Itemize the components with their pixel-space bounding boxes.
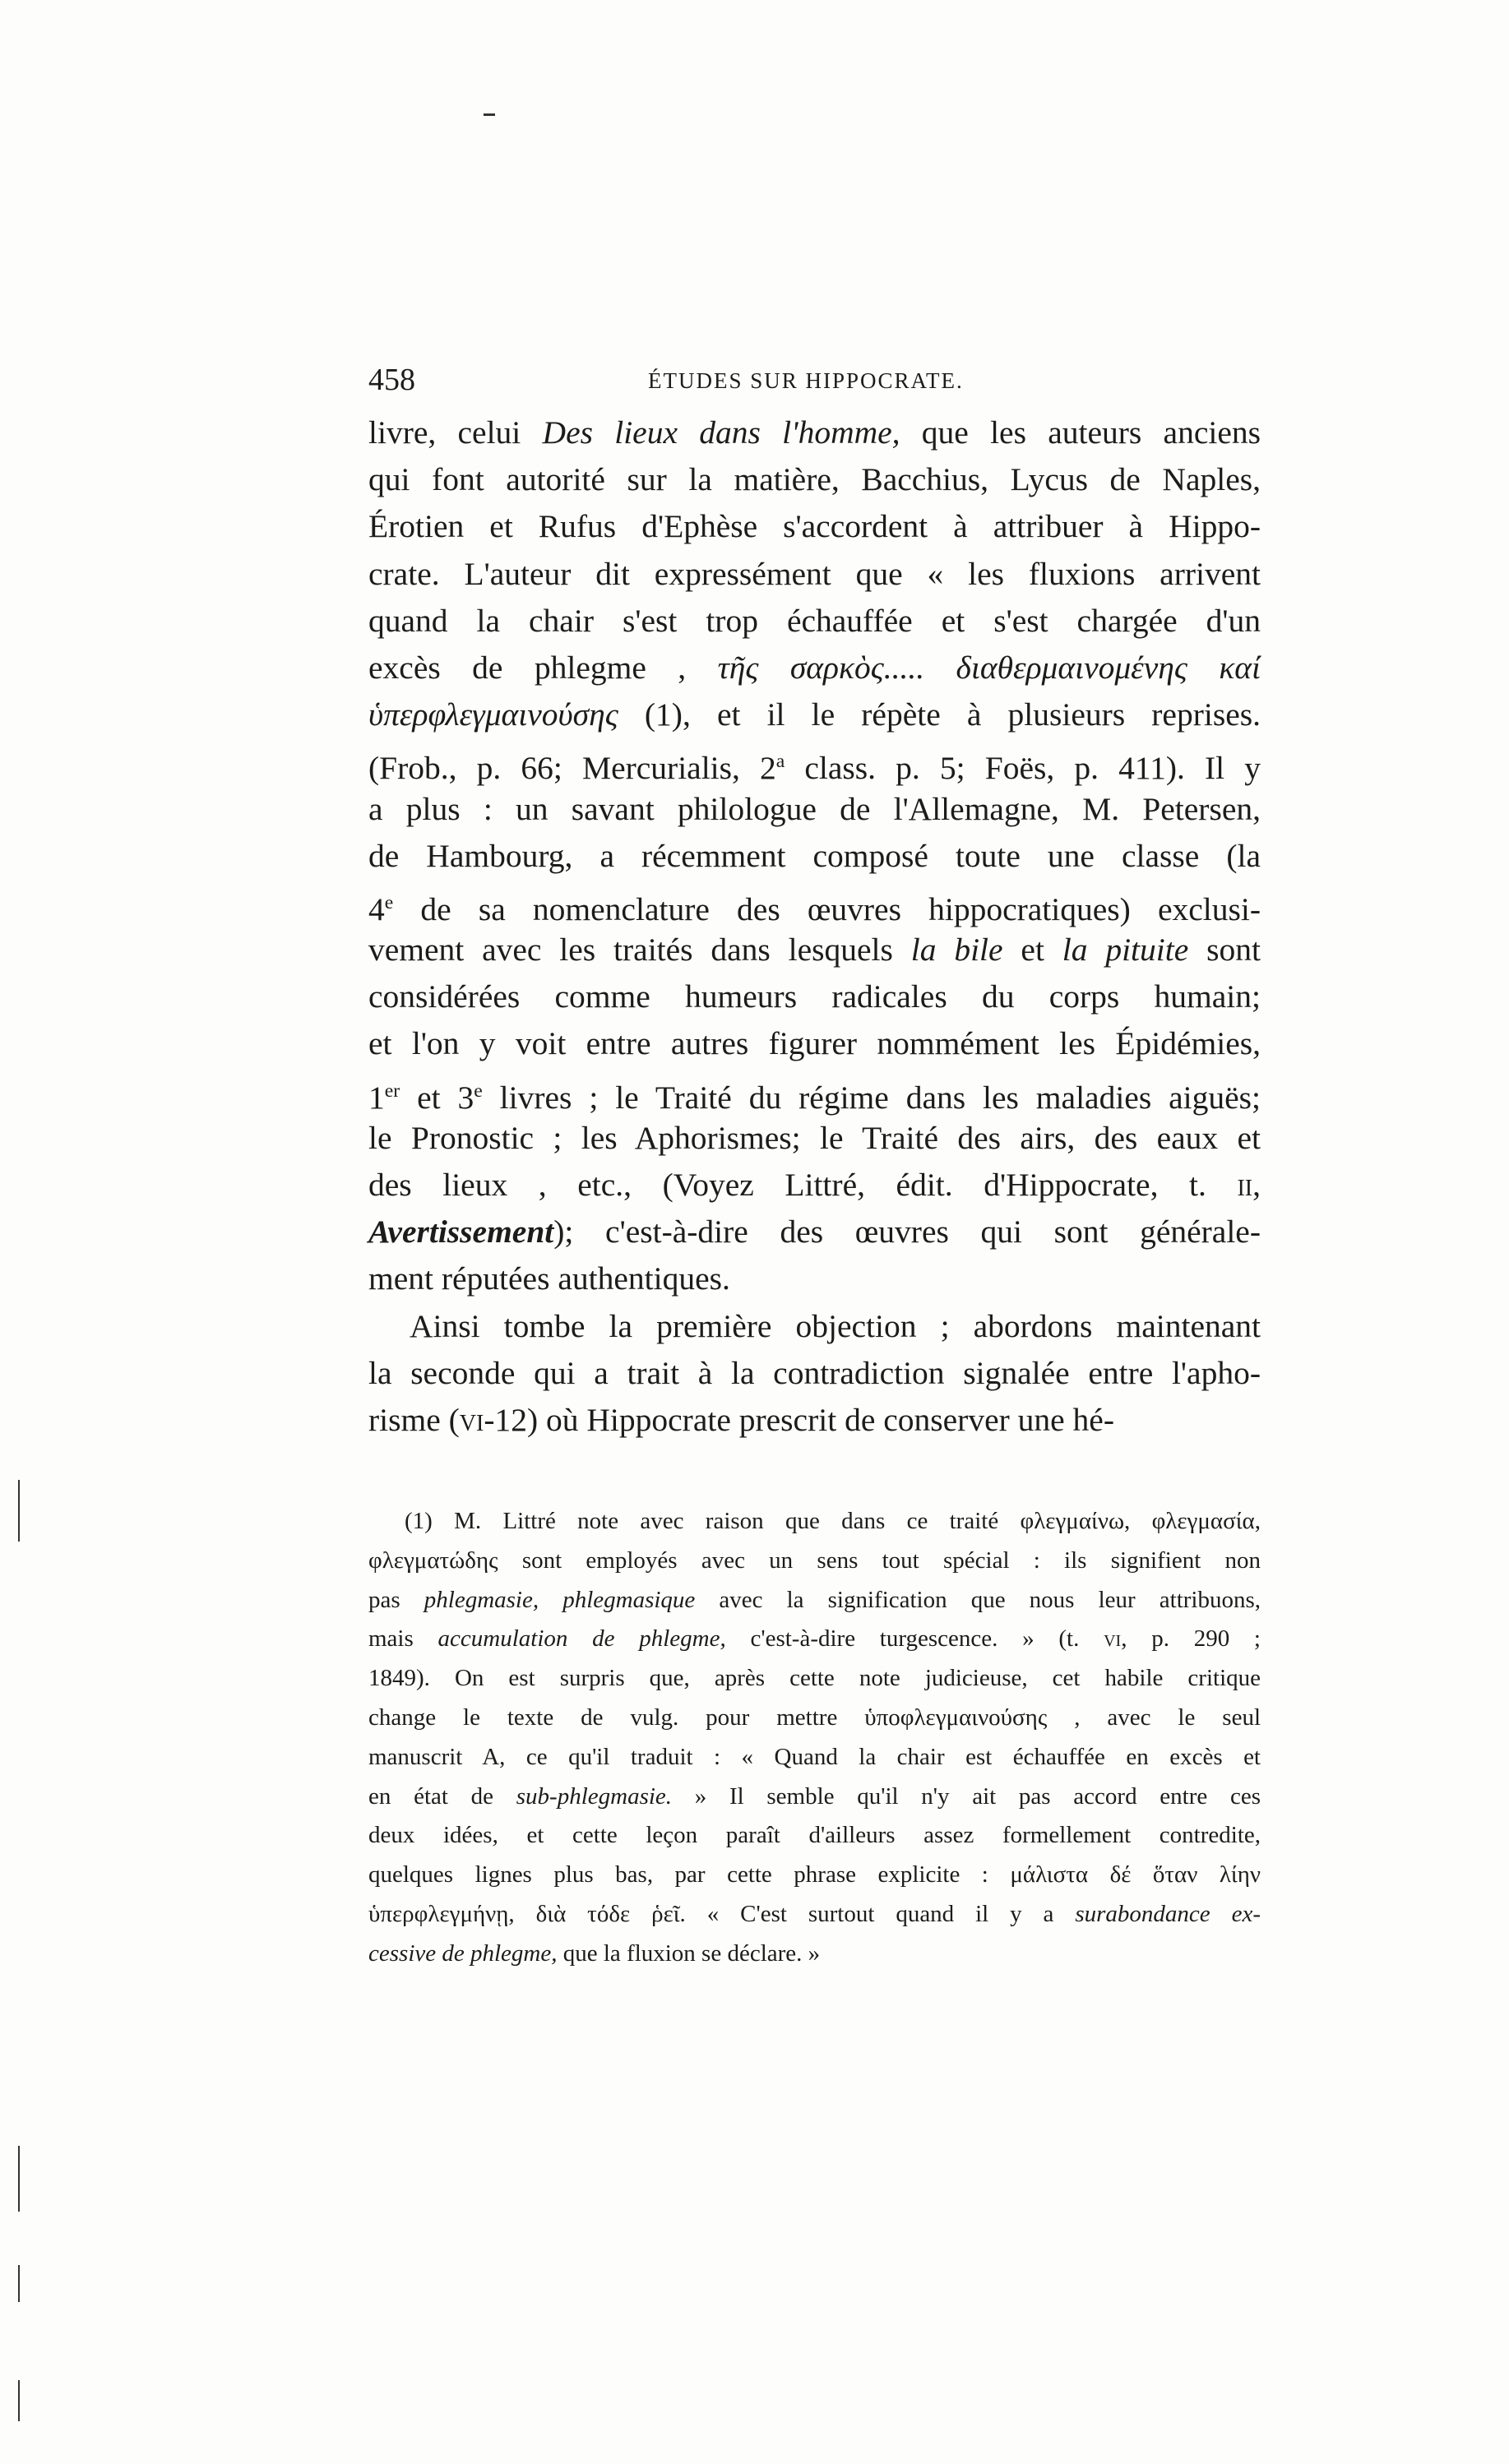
text-run: Avertissement — [368, 1214, 554, 1250]
text-line: considérées comme humeurs radicales du corps humain; — [368, 978, 1261, 1015]
footnote-line: cessive de phlegme, que la fluxion se déclare. » — [368, 1939, 821, 1967]
text-run: ii — [1237, 1167, 1253, 1203]
footnote-line: deux idées, et cette leçon paraît d'ailleurs assez formellement contredite, — [368, 1822, 1261, 1849]
text-line: vement avec les traités dans lesquels la bile et la pituite sont — [368, 932, 1261, 968]
text-run: sub-phlegmasie. — [516, 1782, 673, 1810]
text-run: vi — [1104, 1625, 1122, 1653]
scan-mark — [18, 2146, 20, 2212]
text-line: le Pronostic ; les Aphorismes; le Traité des airs, des eaux et — [368, 1119, 1261, 1156]
scan-mark — [18, 1480, 20, 1542]
text-run: e — [474, 1079, 483, 1102]
text-run: phlegmasie, phlegmasique — [424, 1586, 696, 1613]
text-run: accumulation de phlegme, — [437, 1625, 726, 1653]
text-line: livre, celui Des lieux dans l'homme, que les auteurs anciens — [368, 414, 1261, 451]
footnote-line: ὑπερφλεγμήνῃ, διὰ τόδε ῥεῖ. « C'est surtout quand il y a surabondance ex- — [368, 1900, 1261, 1927]
text-line: crate. L'auteur dit expressément que « les fluxions arrivent — [368, 555, 1261, 592]
scan-mark — [18, 2380, 20, 2421]
main-text — [368, 409, 1261, 1444]
text-line: ὑπερφλεγμαινούσης (1), et il le répète à plusieurs reprises. — [368, 696, 1261, 733]
text-line: a plus : un savant philologue de l'Allemagne, M. Petersen, — [368, 790, 1261, 827]
page-header — [368, 362, 1258, 403]
footnote-line: pas phlegmasie, phlegmasique avec la signification que nous leur attribuons, — [368, 1586, 1261, 1613]
text-line: qui font autorité sur la matière, Bacchius, Lycus de Naples, — [368, 461, 1261, 498]
text-run: vi — [459, 1401, 484, 1438]
text-run: Des lieux dans l'homme, — [542, 414, 900, 451]
text-line: Ainsi tombe la première objection ; abordons maintenant — [410, 1307, 1261, 1344]
text-run: e — [384, 891, 394, 913]
footnote-line: φλεγματώδης sont employés avec un sens tout spécial : ils signifient non — [368, 1546, 1261, 1574]
scan-mark — [18, 2265, 20, 2302]
page-number: 458 — [368, 363, 415, 397]
text-run: la bile — [910, 932, 1003, 968]
text-line: Avertissement); c'est-à-dire des œuvres qui sont générale- — [368, 1214, 1261, 1250]
text-line: des lieux , etc., (Voyez Littré, édit. d'Hippocrate, t. ii, — [368, 1167, 1261, 1203]
footnote — [368, 1502, 1261, 1974]
text-line: 1er et 3e livres ; le Traité du régime dans les maladies aiguës; — [368, 1079, 1261, 1116]
text-line: (Frob., p. 66; Mercurialis, 2$^a$ class. p. 5; Foës, p. 411). Il y — [368, 750, 1261, 787]
footnote-line: change le texte de vulg. pour mettre ὑποφλεγμαινούσης , avec le seul — [368, 1704, 1261, 1731]
text-run: er — [384, 1079, 400, 1102]
text-line: risme (vi-12) où Hippocrate prescrit de conserver une hé- — [368, 1401, 1114, 1438]
text-line: et l'on y voit entre autres figurer nommément les Épidémies, — [368, 1025, 1261, 1062]
text-run: a — [775, 751, 785, 773]
running-title: ÉTUDES SUR HIPPOCRATE. — [648, 368, 964, 393]
footnote-line: quelques lignes plus bas, par cette phrase explicite : μάλιστα δέ ὅταν λίην — [368, 1861, 1261, 1888]
footnote-line: manuscrit A, ce qu'il traduit : « Quand la chair est échauffée en excès et — [368, 1743, 1261, 1770]
footnote-line: 1849). On est surpris que, après cette note judicieuse, cet habile critique — [368, 1665, 1261, 1692]
footnote-line: (1) M. Littré note avec raison que dans ce traité φλεγμαίνω, φλεγμασία, — [405, 1508, 1261, 1534]
text-run: ὑπερφλεγμαινούσης — [368, 696, 618, 733]
text-line: la seconde qui a trait à la contradiction signalée entre l'apho- — [368, 1354, 1261, 1391]
footnote-line: en état de sub-phlegmasie. » Il semble qu'il n'y ait pas accord entre ces — [368, 1782, 1261, 1810]
text-line: excès de phlegme , τῆς σαρκὸς..... διαθερμαινομένης καί — [368, 649, 1261, 686]
text-line: de Hambourg, a récemment composé toute une classe (la — [368, 837, 1261, 874]
text-run: surabondance ex- — [1075, 1900, 1261, 1927]
text-run: τῆς σαρκὸς..... διαθερμαινομένης καί — [717, 649, 1261, 686]
scan-mark — [484, 113, 495, 116]
footnote-line: mais accumulation de phlegme, c'est-à-dire turgescence. » (t. vi, p. 290 ; — [368, 1625, 1261, 1653]
text-run: cessive de phlegme, — [368, 1939, 558, 1967]
text-line: 4e de sa nomenclature des œuvres hippocratiques) exclusi- — [368, 891, 1261, 928]
text-line: Érotien et Rufus d'Ephèse s'accordent à attribuer à Hippo- — [368, 508, 1261, 545]
text-line: ment réputées authentiques. — [368, 1260, 730, 1297]
text-run: la pituite — [1062, 932, 1189, 968]
text-line: quand la chair s'est trop échauffée et s'est chargée d'un — [368, 602, 1261, 639]
